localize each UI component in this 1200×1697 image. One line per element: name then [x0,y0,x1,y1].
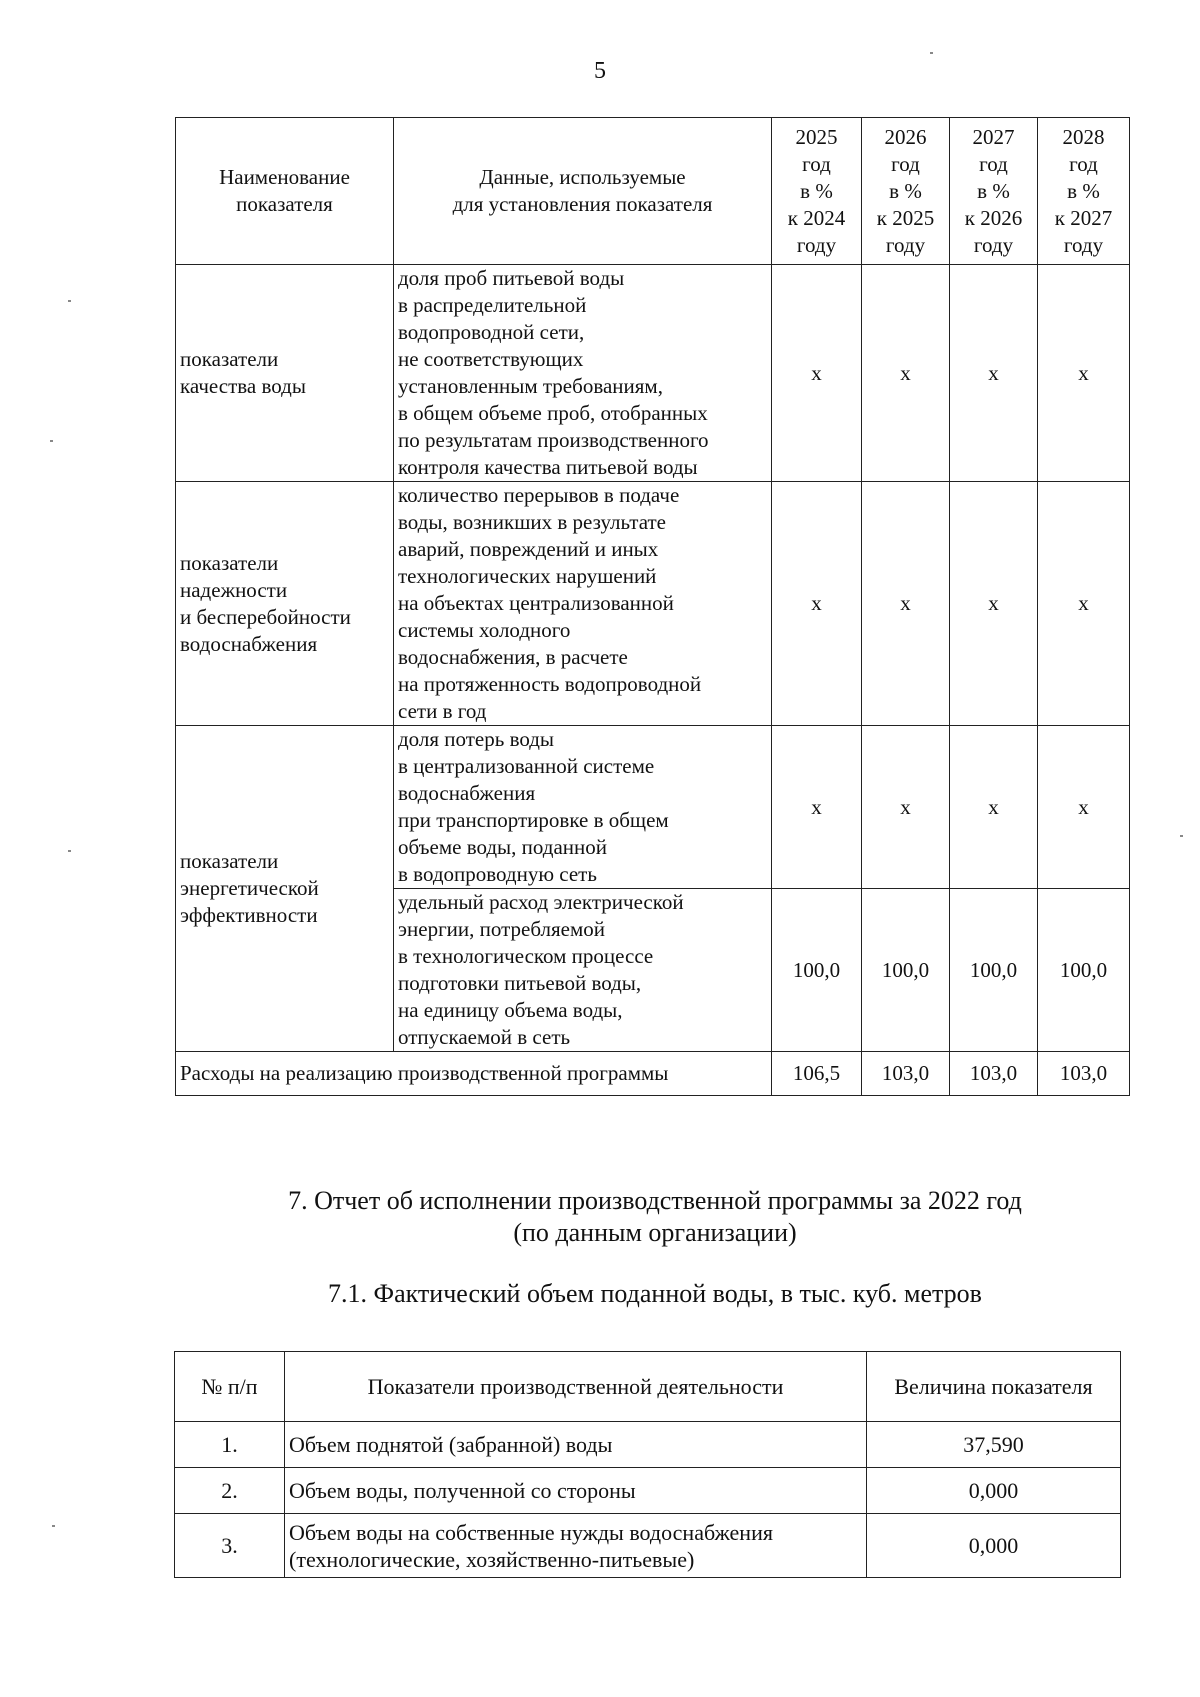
row-value: 0,000 [867,1514,1121,1578]
indicator-description [394,482,772,726]
text-line: и бесперебойности [180,604,351,629]
text-line: надежности [180,577,288,602]
text-line: году [973,232,1014,257]
row-value: 0,000 [867,1468,1121,1514]
section-subtitle: 7.1. Фактический объем поданной воды, в тыс. куб. метров [328,1279,982,1308]
text-line: количество перерывов в подаче [398,483,680,507]
text-line: для установления показателя [452,192,713,216]
section-title-line1: 7. Отчет об исполнении производственной программы за 2022 год [288,1186,1022,1215]
header-indicator: Показатели производственной деятельности [285,1352,867,1422]
header-number: № п/п [175,1352,285,1422]
scan-speck [1180,835,1183,837]
text-line: к 2024 [787,205,846,230]
indicator-group-name [176,482,394,726]
text-line: доля проб питьевой воды [398,266,625,290]
text-line: доля потерь воды [398,727,555,751]
value-cell: х [1038,726,1130,889]
text-line: год [979,151,1008,176]
text-line: контроля качества питьевой воды [398,455,698,479]
total-row [176,1052,1130,1096]
text-line: показатели [180,347,279,371]
text-line: на объектах централизованной [398,591,674,615]
scan-speck [930,52,933,54]
text-line: водоснабжения [180,631,318,656]
text-line: (технологические, хозяйственно-питьевые) [289,1546,695,1572]
text-line: эффективности [180,903,318,927]
value-cell: 100,0 [1038,889,1130,1052]
header-year-2028 [1038,118,1130,265]
value-cell: х [862,482,950,726]
text-line: в общем объеме проб, отобранных [398,401,708,425]
table-row [175,1422,1121,1468]
row-indicator [285,1514,867,1578]
water-volume-table [174,1351,1121,1578]
table-row [176,482,1130,726]
scan-speck [68,850,71,852]
value-cell: х [1038,265,1130,482]
value-cell: х [1038,482,1130,726]
text-line: энергии, потребляемой [398,917,606,941]
section-title [0,1185,1200,1249]
text-line: объеме воды, поданной [398,835,608,859]
table-row [175,1468,1121,1514]
text-line: качества воды [180,374,306,398]
indicator-description [394,726,772,889]
text-line: водоснабжения, в расчете [398,645,628,669]
page-number: 5 [594,58,606,84]
scan-speck [68,300,71,302]
scan-speck [52,1525,55,1527]
table-header-row [175,1352,1121,1422]
text-line: в централизованной системе [398,754,655,778]
value-cell: 100,0 [862,889,950,1052]
total-value: 103,0 [950,1052,1038,1096]
text-line: на протяженность водопроводной [398,672,702,696]
text-line: отпускаемой в сеть [398,1025,571,1049]
text-line: не соответствующих [398,347,584,371]
row-number: 2. [175,1468,285,1514]
text-line: году [796,232,837,257]
value-cell: 100,0 [950,889,1038,1052]
text-line: 2025 [795,124,838,149]
scan-speck [50,440,53,442]
header-indicator-data [394,118,772,265]
text-line: удельный расход электрической [398,890,684,914]
value-cell: х [950,726,1038,889]
text-line: в технологическом процессе [398,944,654,968]
text-line: при транспортировке в общем [398,808,669,832]
text-line: 2027 [972,124,1015,149]
text-line: подготовки питьевой воды, [398,971,642,995]
table-row [176,265,1130,482]
text-line: в % [977,178,1010,203]
table-row [175,1514,1121,1578]
text-line: Объем воды, полученной со стороны [289,1478,636,1503]
indicator-group-name [176,265,394,482]
text-line: показателя [236,192,333,216]
text-line: технологических нарушений [398,564,657,588]
total-value: 103,0 [1038,1052,1130,1096]
text-line: Объем поднятой (забранной) воды [289,1432,613,1457]
row-indicator [285,1422,867,1468]
text-line: аварий, повреждений и иных [398,537,659,561]
total-value: 106,5 [772,1052,862,1096]
text-line: сети в год [398,699,487,723]
row-value: 37,590 [867,1422,1121,1468]
text-line: Объем воды на собственные нужды водоснабжения [289,1519,773,1545]
text-line: показатели [180,849,279,873]
text-line: году [885,232,926,257]
text-line: 2026 [884,124,927,149]
value-cell: х [772,265,862,482]
text-line: установленным требованиям, [398,374,663,398]
value-cell: х [950,482,1038,726]
section-title-line2: (по данным организации) [513,1218,797,1247]
header-year-2026 [862,118,950,265]
text-line: год [891,151,920,176]
text-line: 2028 [1062,124,1105,149]
value-cell: х [862,726,950,889]
header-value: Величина показателя [867,1352,1121,1422]
text-line: Данные, используемые [479,165,686,189]
total-value: 103,0 [862,1052,950,1096]
header-year-2027 [950,118,1038,265]
text-line: водоснабжения [398,781,536,805]
text-line: году [1063,232,1104,257]
indicator-description [394,265,772,482]
text-line: год [1069,151,1098,176]
value-cell: х [862,265,950,482]
text-line: в % [800,178,833,203]
text-line: энергетической [180,876,319,900]
text-line: в % [889,178,922,203]
value-cell: х [950,265,1038,482]
text-line: по результатам производственного [398,428,709,452]
text-line: водопроводной сети, [398,320,585,344]
row-number: 3. [175,1514,285,1578]
row-indicator [285,1468,867,1514]
text-line: показатели [180,550,279,575]
value-cell: х [772,726,862,889]
text-line: к 2025 [876,205,935,230]
total-label: Расходы на реализацию производственной программы [176,1052,772,1096]
header-year-2025 [772,118,862,265]
text-line: к 2026 [964,205,1023,230]
indicator-group-name [176,726,394,1052]
indicators-table [175,117,1130,1096]
header-indicator-name [176,118,394,265]
text-line: Наименование [219,165,350,189]
row-number: 1. [175,1422,285,1468]
text-line: в водопроводную сеть [398,862,597,886]
text-line: в % [1067,178,1100,203]
text-line: к 2027 [1054,205,1113,230]
text-line: системы холодного [398,618,571,642]
table-row [176,726,1130,889]
text-line: в распределительной [398,293,587,317]
table-header-row [176,118,1130,265]
text-line: воды, возникших в результате [398,510,667,534]
indicator-description [394,889,772,1052]
value-cell: 100,0 [772,889,862,1052]
value-cell: х [772,482,862,726]
text-line: на единицу объема воды, [398,998,623,1022]
text-line: год [802,151,831,176]
